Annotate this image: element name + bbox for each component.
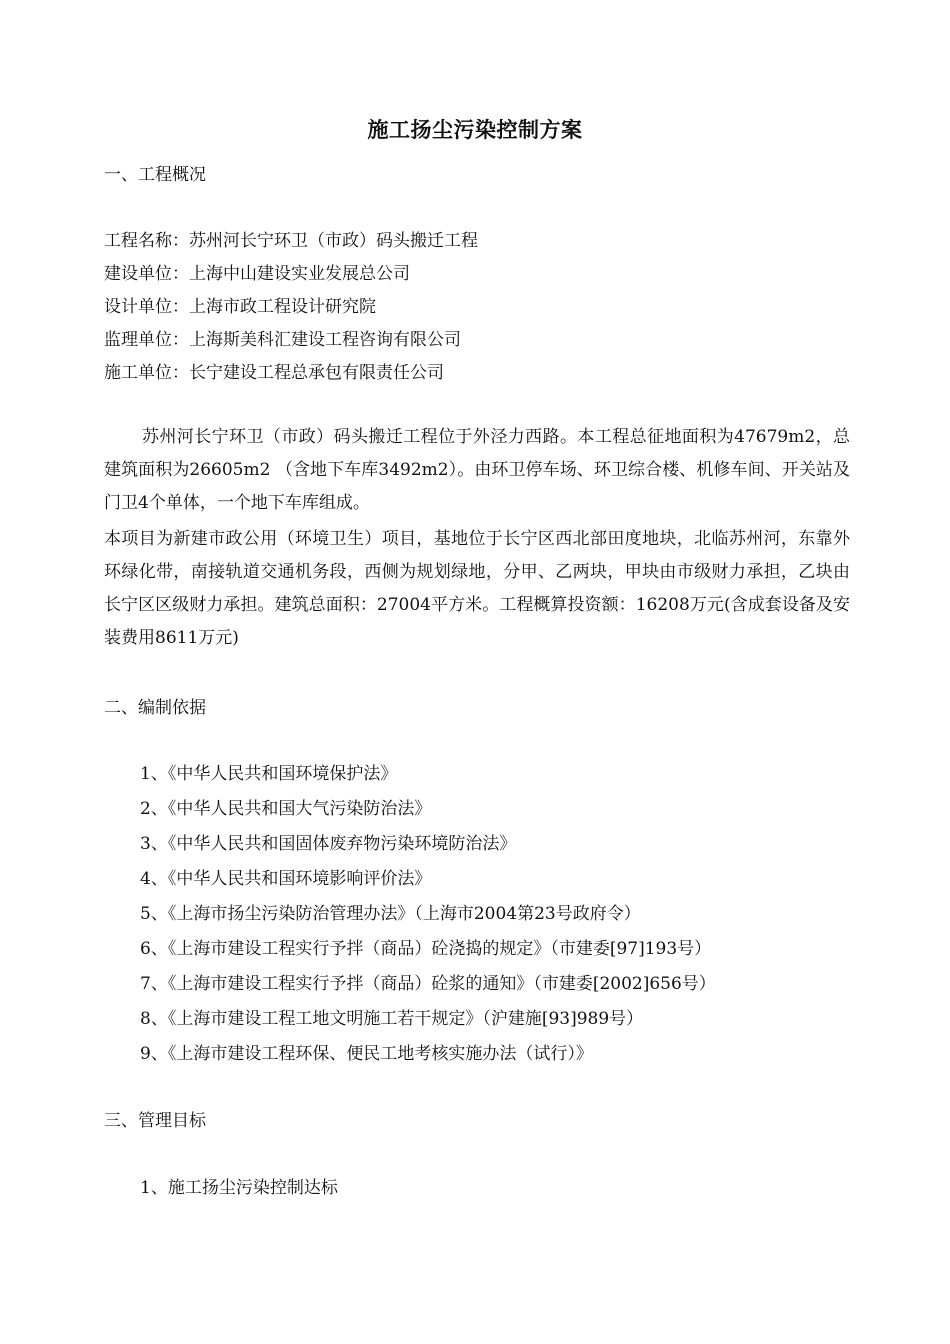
contractor-unit-line: 施工单位：长宁建设工程总承包有限责任公司 xyxy=(104,363,444,383)
basis-list-item: 4、《中华人民共和国环境影响评价法》 xyxy=(140,869,432,889)
construction-unit-line: 建设单位：上海中山建设实业发展总公司 xyxy=(104,264,410,284)
basis-list-item: 6、《上海市建设工程实行予拌（商品）砼浇捣的规定》（市建委[97]193号） xyxy=(140,939,712,959)
basis-list-item: 3、《中华人民共和国固体废弃物污染环境防治法》 xyxy=(140,834,517,854)
project-name-line: 工程名称：苏州河长宁环卫（市政）码头搬迁工程 xyxy=(104,231,478,251)
basis-list-item: 9、《上海市建设工程环保、便民工地考核实施办法（试行）》 xyxy=(140,1044,593,1064)
overview-paragraph-2: 本项目为新建市政公用（环境卫生）项目，基地位于长宁区西北部田度地块，北临苏州河，东靠外环绿化带，南接轨道交通机务段，西侧为规划绿地，分甲、乙两块，甲块由市级财力承担，乙块由长宁区区级财力承担。建筑总面积：27004平方米。工程概算投资额：16208万元(含成套设备及安装费用8611万元) xyxy=(104,529,850,648)
basis-list-item: 8、《上海市建设工程工地文明施工若干规定》（沪建施[93]989号） xyxy=(140,1009,644,1029)
section-heading-goals: 三、管理目标 xyxy=(104,1111,206,1131)
section-heading-basis: 二、编制依据 xyxy=(104,698,206,718)
basis-list-item: 2、《中华人民共和国大气污染防治法》 xyxy=(140,799,432,819)
basis-list-item: 1、《中华人民共和国环境保护法》 xyxy=(140,764,398,784)
supervision-unit-line: 监理单位：上海斯美科汇建设工程咨询有限公司 xyxy=(104,330,461,350)
section-heading-overview: 一、工程概况 xyxy=(104,165,206,185)
goal-list-item: 1、施工扬尘污染控制达标 xyxy=(140,1178,338,1198)
design-unit-line: 设计单位：上海市政工程设计研究院 xyxy=(104,297,376,317)
basis-list-item: 7、《上海市建设工程实行予拌（商品）砼浆的通知》（市建委[2002]656号） xyxy=(140,974,716,994)
overview-paragraph-1: 苏州河长宁环卫（市政）码头搬迁工程位于外泾力西路。本工程总征地面积为47679m2，总建筑面积为26605m2 （含地下车库3492m2）。由环卫停车场、环卫综合楼、机修车间、开关站及门卫4个单体，一个地下车库组成。 xyxy=(104,427,850,513)
basis-list-item: 5、《上海市扬尘污染防治管理办法》（上海市2004第23号政府令） xyxy=(140,904,641,924)
document-title: 施工扬尘污染控制方案 xyxy=(367,117,583,142)
